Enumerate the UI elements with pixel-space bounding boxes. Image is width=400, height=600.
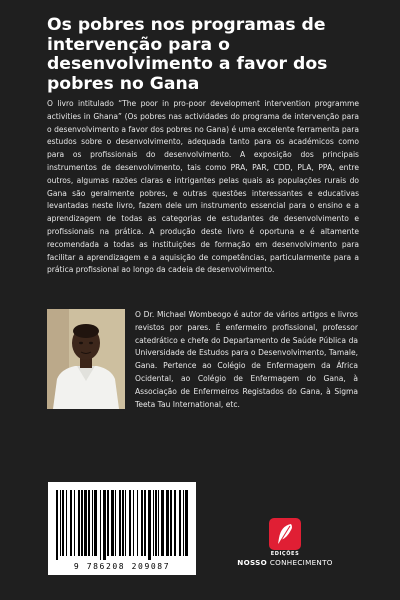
publisher-name: [235, 558, 335, 567]
author-bio: O Dr. Michael Wombeogo é autor de vários artigos e livros revistos por pares. É enfermeiro profissional, professor catedrático e chefe do Departamento de Saúde Pública da Universidade de Estudos para o Desenvolvimento, Tamale, Gana. Pertence ao Colégio de Enfermagem da África Ocidental, ao Colégio de Enfermagem do Gana, à Associação de Enfermeiros Registados do Gana, à Sigma Teeta Tau International, etc.: [135, 310, 358, 409]
barcode-bar: [66, 490, 67, 556]
publisher-logo: [269, 518, 301, 550]
barcode-bar: [94, 490, 97, 556]
barcode-bar: [158, 490, 159, 556]
barcode-bar: [183, 490, 184, 556]
barcode-bar: [62, 490, 64, 556]
barcode-bar: [56, 490, 58, 560]
publisher-name-part1: NOSSO: [237, 558, 268, 567]
barcode-bar: [133, 490, 134, 556]
author-photo: [47, 309, 125, 409]
quill-pen-icon: [269, 518, 301, 550]
barcode-bar: [92, 490, 93, 556]
barcode-bar: [155, 490, 157, 556]
barcode-bar: [166, 490, 169, 556]
barcode-bar: [103, 490, 106, 560]
barcode-bars: [54, 490, 190, 560]
barcode-bar: [185, 490, 188, 556]
barcode-bar: [119, 490, 121, 556]
barcode-bar: [115, 490, 116, 556]
barcode-bar: [153, 490, 154, 556]
barcode-bar: [74, 490, 75, 556]
barcode-bar: [137, 490, 138, 556]
barcode-bar: [107, 490, 109, 556]
book-description: O livro intitulado “The poor in pro-poor development intervention programme activities in Ghana” (Os pobres nas actividades do programa de intervenção para o desenvolvimento a favor dos pobres no Gana) é uma excelente ferramenta para estudos sobre o desenvolvimento, adequada tanto para os académicos como para os profissionais do desenvolvimento. A exposição dos principais instrumentos de desenvolvimento, tais como PRA, PAR, CDD, PLA, PPA, entre outros, algumas razões claras e intrigantes pelas quais as populações rurais do Gana são geralmente pobres, e outras questões interessantes e educativas levantadas neste livro, fazem dele um instrumento essencial para o ensino e a aprendizagem de todas as categorias de estudantes de desenvolvimento e profissionais na prática. A produção deste livro é oportuna e é altamente recomendada a todas as instituições de formação em desenvolvimento para facilitar a aprendizagem e a aquisição de competências, particularmente para a prática profissional ao longo da cadeia de desenvolvimento.: [47, 99, 359, 275]
barcode-bar: [144, 490, 146, 556]
barcode-bar: [161, 490, 164, 556]
isbn-number: 9 786208 209087: [73, 562, 171, 571]
barcode-bar: [88, 490, 90, 556]
barcode-bar: [78, 490, 80, 556]
barcode-bar: [141, 490, 143, 556]
barcode-bar: [129, 490, 131, 556]
barcode-bar: [170, 490, 172, 556]
barcode-bar: [70, 490, 72, 556]
barcode-bar: [174, 490, 176, 556]
barcode-bar: [125, 490, 126, 556]
barcode-bar: [148, 490, 151, 560]
barcode-bar: [100, 490, 101, 560]
book-title: Os pobres nos programas de intervenção para o desenvolvimento a favor dos pobres no Gana: [47, 15, 328, 94]
barcode-bar: [111, 490, 114, 556]
publisher-imprint: EDIÇÕES: [270, 551, 300, 557]
barcode-bar: [84, 490, 87, 556]
barcode-bar: [60, 490, 61, 556]
publisher-name-part2: CONHECIMENTO: [269, 558, 333, 567]
isbn-barcode: [48, 482, 196, 575]
barcode-bar: [122, 490, 124, 556]
barcode-bar: [81, 490, 83, 556]
barcode-bar: [179, 490, 181, 556]
